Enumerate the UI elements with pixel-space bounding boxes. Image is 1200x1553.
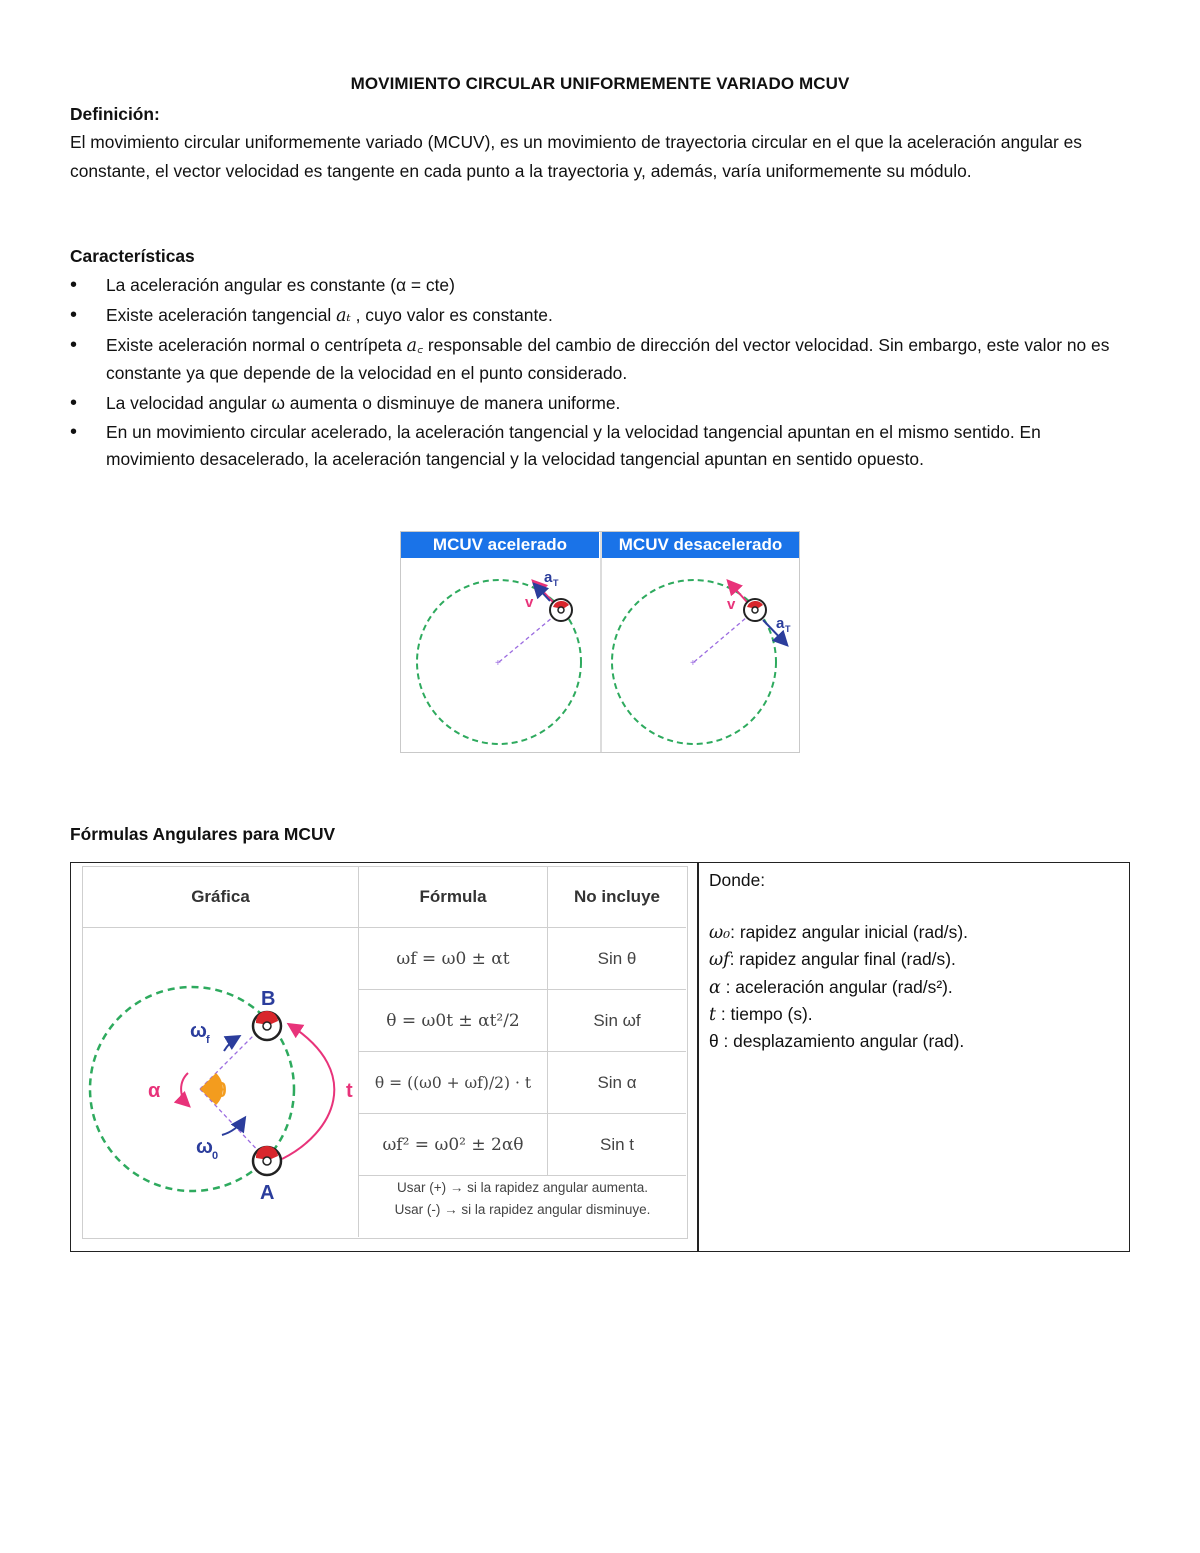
list-item: • La velocidad angular ω aumenta o disminuye de manera uniforme. bbox=[70, 390, 1130, 417]
svg-text:a: a bbox=[544, 569, 553, 586]
table-divider bbox=[697, 863, 699, 1251]
svg-text:t: t bbox=[345, 1079, 353, 1102]
list-item: ω₀: rapidez angular inicial (rad/s). bbox=[709, 922, 968, 944]
svg-text:ω: ω bbox=[189, 1019, 207, 1042]
svg-text:α: α bbox=[147, 1079, 160, 1102]
list-item: • La aceleración angular es constante (α = cte) bbox=[70, 272, 1130, 299]
excludes-3: Sin α bbox=[548, 1052, 686, 1114]
svg-text:B: B bbox=[260, 987, 275, 1010]
list-item: • Existe aceleración tangencial aₜ , cuyo valor es constante. bbox=[70, 302, 1130, 330]
mcuv-diagrams bbox=[401, 558, 799, 752]
list-item: α : aceleración angular (rad/s²). bbox=[709, 976, 953, 998]
definition-heading: Definición: bbox=[70, 104, 160, 124]
header-formula: Fórmula bbox=[359, 867, 548, 928]
formulas-inner-table bbox=[82, 866, 688, 1239]
list-item: ωf: rapidez angular final (rad/s). bbox=[709, 949, 956, 971]
svg-text:+: + bbox=[690, 658, 696, 669]
svg-text:T: T bbox=[785, 624, 791, 634]
formulas-heading: Fórmulas Angulares para MCUV bbox=[70, 824, 336, 844]
list-item: • En un movimiento circular acelerado, la aceleración tangencial y la velocidad tangencial apuntan en el mismo sentido. En movimiento desacelerado, la aceleración tangencial y la velocidad tangencial apuntan en sentido opuesto. bbox=[70, 419, 1130, 473]
variables-legend bbox=[709, 867, 1109, 1054]
mcuv-figure bbox=[400, 531, 800, 753]
excludes-1: Sin θ bbox=[548, 928, 686, 990]
formula-3: θ = ((ω0 + ωf)/2) · t bbox=[359, 1052, 548, 1114]
svg-text:A: A bbox=[259, 1181, 274, 1204]
excludes-2: Sin ωf bbox=[548, 990, 686, 1052]
excludes-4: Sin t bbox=[548, 1114, 686, 1176]
svg-text:a: a bbox=[776, 615, 785, 632]
formula-2: θ = ω0t ± αt²/2 bbox=[359, 990, 548, 1052]
formula-4: ωf² = ω0² ± 2αθ bbox=[359, 1114, 548, 1176]
fig-title-accelerated: MCUV acelerado bbox=[401, 532, 599, 558]
list-item: • Existe aceleración normal o centrípeta a꜀ responsable del cambio de dirección del vector velocidad. Sin embargo, este valor no es constante ya que depende de la velocidad en el punto considerado. bbox=[70, 332, 1130, 387]
svg-text:θ: θ bbox=[215, 1079, 227, 1102]
accelerated-diagram bbox=[417, 569, 581, 744]
formulas-table bbox=[70, 862, 1130, 1252]
svg-text:T: T bbox=[553, 578, 559, 588]
characteristics-heading: Características bbox=[70, 246, 195, 266]
svg-text:v: v bbox=[525, 594, 534, 611]
definition-text: El movimiento circular uniformemente variado (MCUV), es un movimiento de trayectoria circular en el que la aceleración angular es constante, el vector velocidad es tangente en cada punto a la trayectoria y, además, varía uniformemente su módulo. bbox=[70, 132, 1082, 181]
svg-text:0: 0 bbox=[211, 1149, 218, 1162]
sign-note: Usar (+) → si la rapidez angular aumenta. Usar (-) → si la rapidez angular disminuye. bbox=[394, 1180, 651, 1217]
graph-cell bbox=[83, 928, 359, 1237]
svg-text:+: + bbox=[495, 658, 501, 669]
header-no-incluye: No incluye bbox=[548, 867, 686, 928]
svg-text:ω: ω bbox=[195, 1135, 213, 1158]
svg-text:v: v bbox=[727, 596, 736, 613]
formula-1: ωf = ω0 ± αt bbox=[359, 928, 548, 990]
characteristics-list bbox=[70, 272, 1130, 476]
header-grafica: Gráfica bbox=[83, 867, 359, 928]
svg-text:f: f bbox=[205, 1033, 210, 1046]
page-title: MOVIMIENTO CIRCULAR UNIFORMEMENTE VARIADO MCUV bbox=[350, 74, 850, 93]
fig-title-decelerated: MCUV desacelerado bbox=[602, 532, 799, 558]
decelerated-diagram bbox=[612, 580, 791, 744]
list-item: t : tiempo (s). bbox=[709, 1003, 813, 1025]
list-item: θ : desplazamiento angular (rad). bbox=[709, 1031, 965, 1052]
legend-heading: Donde: bbox=[709, 870, 766, 890]
angular-graph bbox=[84, 933, 358, 1233]
